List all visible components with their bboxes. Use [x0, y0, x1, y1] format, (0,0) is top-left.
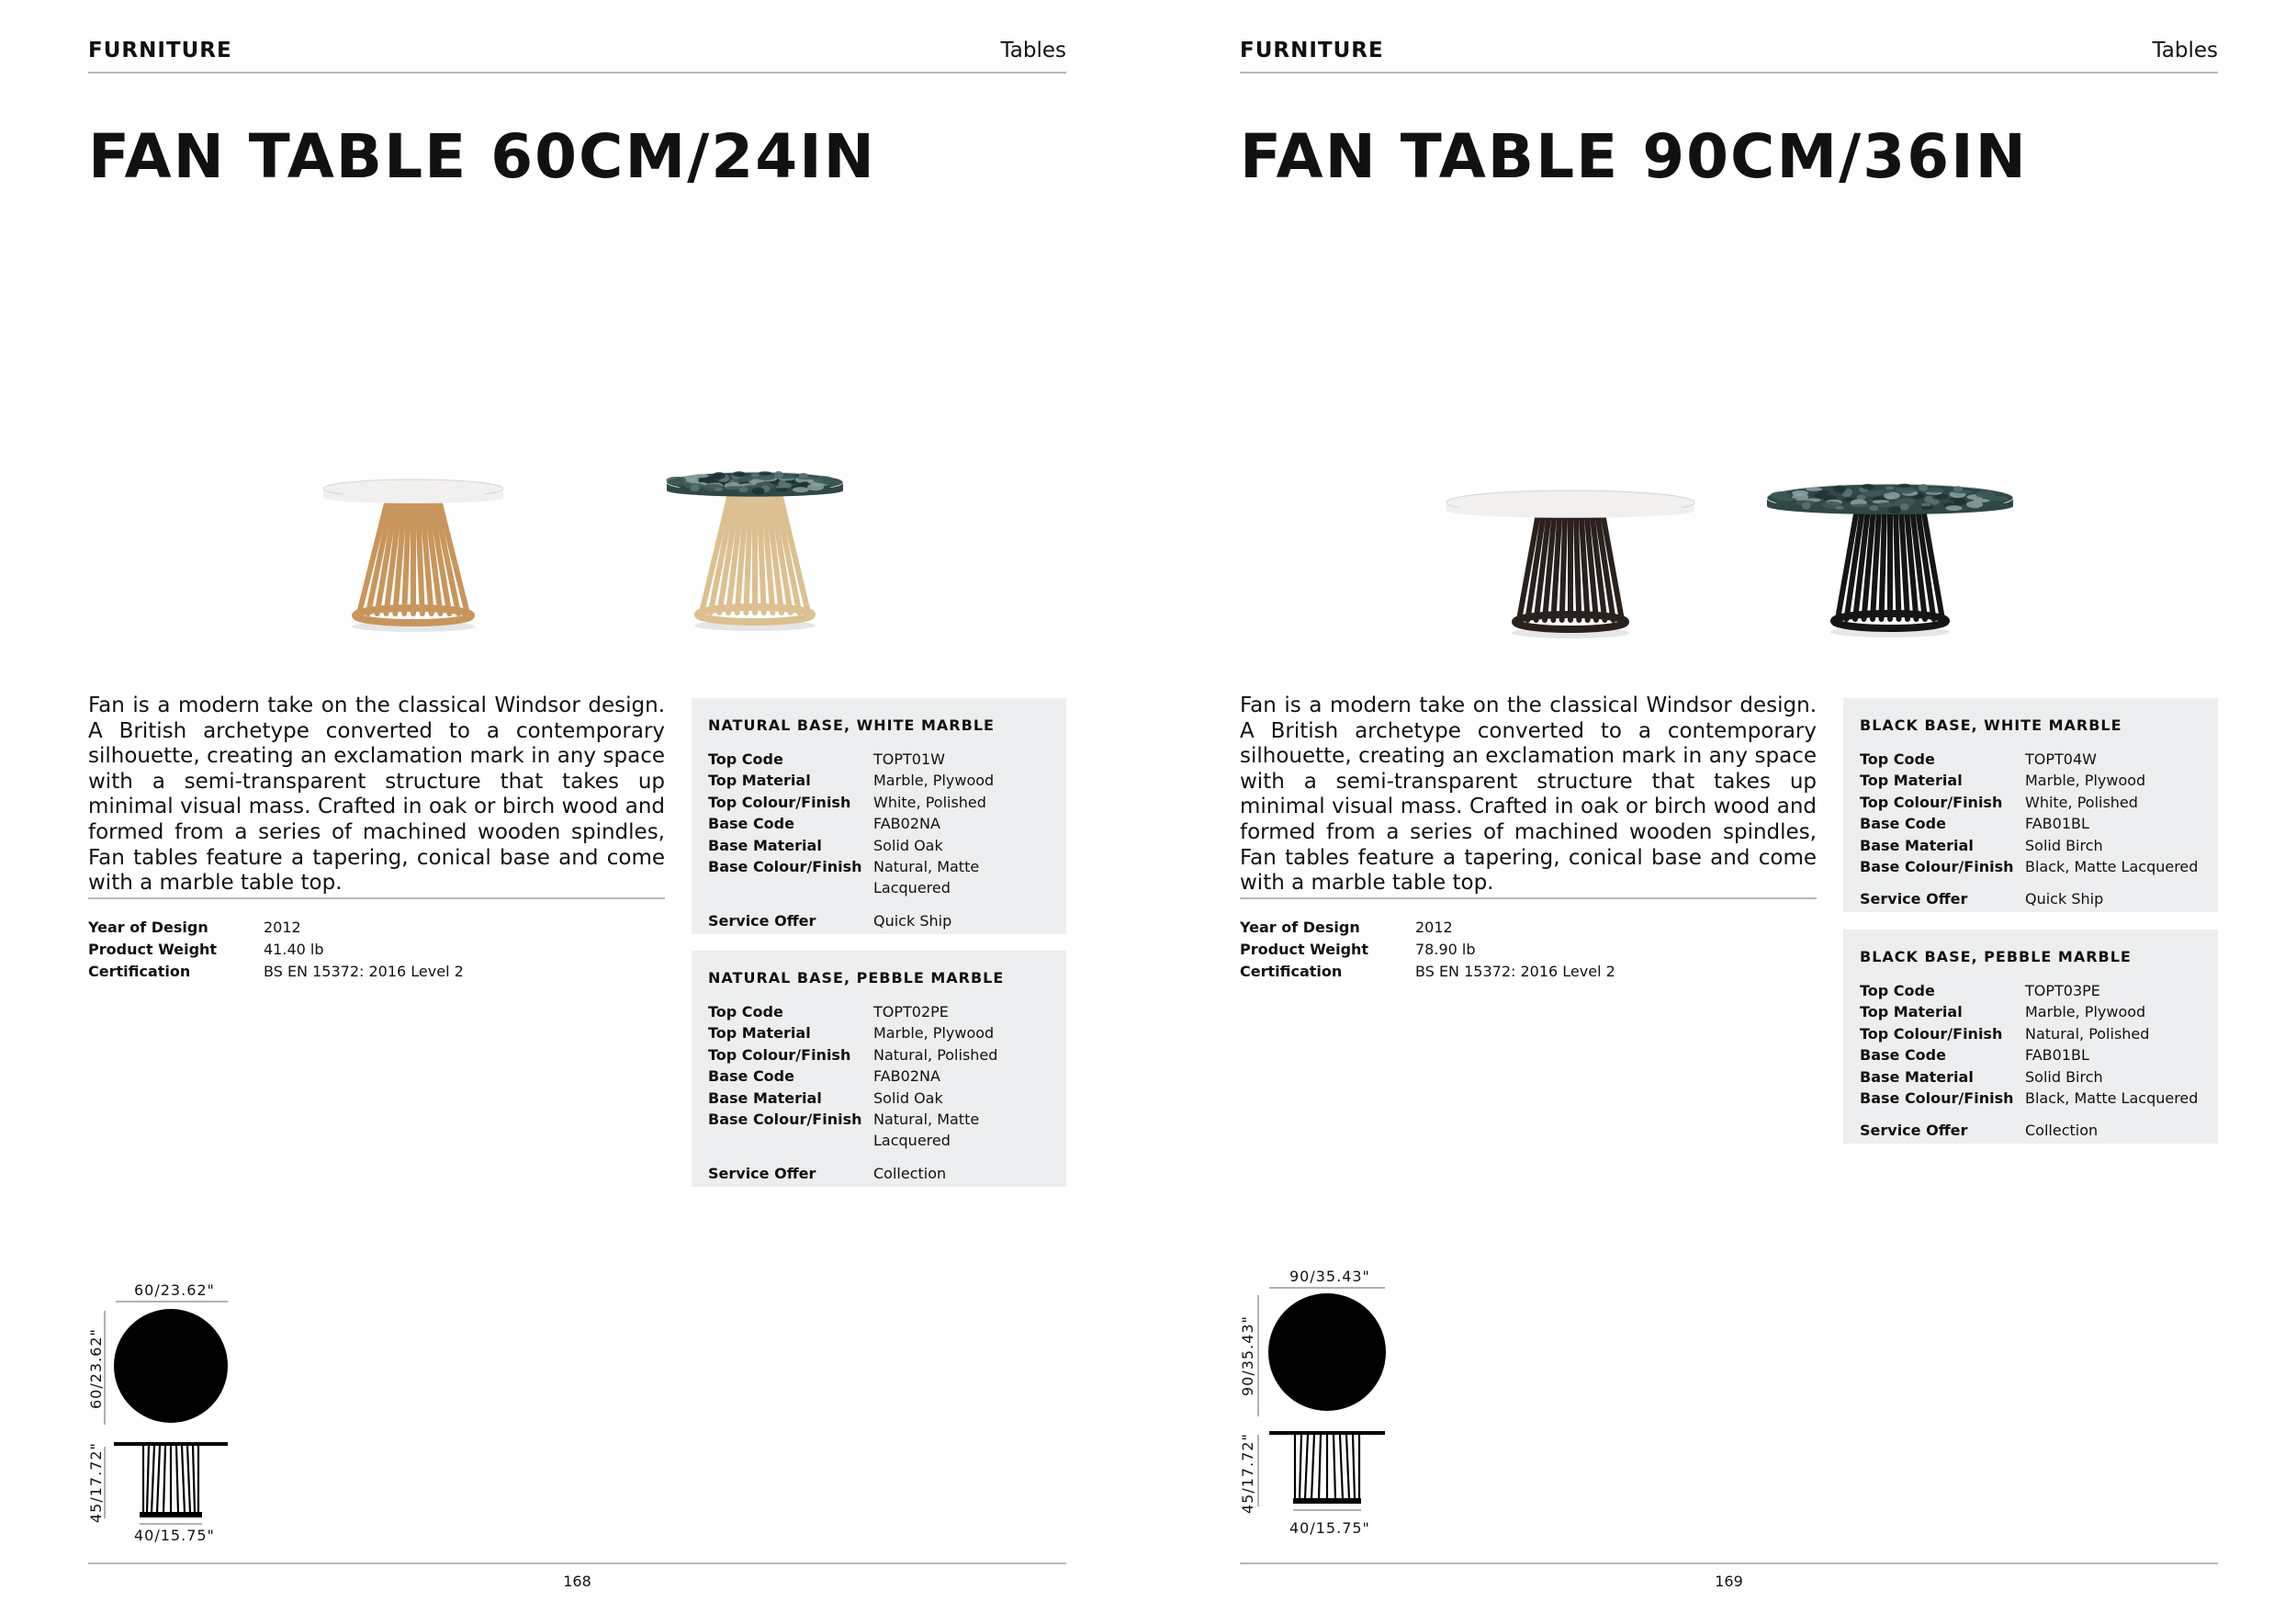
category-label: Tables — [2152, 39, 2218, 62]
variant-row — [1860, 749, 2201, 770]
variant-title: BLACK BASE, WHITE MARBLE — [1860, 716, 2122, 734]
variant-row — [708, 770, 1050, 791]
variant-label: Base Material — [1860, 1067, 1974, 1086]
dimension-base-width: 40/15.75" — [1289, 1519, 1370, 1537]
variant-row — [708, 835, 1050, 856]
variant-row — [708, 1001, 1050, 1022]
variant-value: FAB02NA — [873, 1067, 940, 1086]
variant-label: Base Code — [708, 815, 794, 833]
variant-label: Base Code — [708, 1067, 794, 1086]
divider — [88, 897, 665, 899]
spec-value: 41.40 lb — [264, 940, 324, 958]
variant-label: Top Colour/Finish — [1860, 793, 2003, 811]
dimension-top-depth: 60/23.62" — [87, 1328, 105, 1409]
variant-row — [1860, 1088, 2201, 1109]
variant-label: Base Material — [1860, 836, 1974, 854]
variant-row — [708, 1022, 1050, 1043]
variant-value: FAB02NA — [873, 815, 940, 833]
dimension-top-depth: 90/35.43" — [1239, 1315, 1256, 1396]
variant-label: Top Colour/Finish — [1860, 1024, 2003, 1043]
spec-row — [1240, 939, 1615, 961]
variant-value: Marble, Plywood — [2025, 772, 2146, 790]
product-title: FAN TABLE 60CM/24IN — [88, 121, 876, 192]
variant-value: Solid Oak — [873, 836, 943, 854]
dimension-drawing-60 — [88, 1300, 244, 1529]
variant-label: Top Code — [708, 750, 783, 768]
dimension-top-width: 60/23.62" — [134, 1281, 215, 1299]
spec-value: 2012 — [264, 919, 301, 936]
spec-row — [88, 917, 464, 939]
spec-label: Product Weight — [88, 940, 218, 958]
page-number: 169 — [1715, 1573, 1743, 1590]
variant-value: Solid Oak — [873, 1088, 943, 1107]
dimension-height: 45/17.72" — [87, 1442, 105, 1523]
variant-label: Top Code — [1860, 982, 1935, 999]
variant-row — [708, 749, 1050, 770]
section-label: FURNITURE — [88, 39, 232, 62]
variant-label: Base Colour/Finish — [1860, 1089, 2014, 1108]
variant-row — [1860, 1023, 2201, 1044]
page-header — [88, 39, 1066, 73]
variant-value: Collection — [2025, 1122, 2099, 1140]
variant-value: Collection — [873, 1164, 947, 1182]
variant-label: Base Colour/Finish — [1860, 858, 2014, 876]
variant-value: TOPT01W — [873, 750, 945, 768]
variant-label: Top Material — [708, 1024, 811, 1043]
variant-value: Quick Ship — [2025, 890, 2104, 908]
product-title: FAN TABLE 90CM/36IN — [1240, 121, 2028, 192]
variant-label: Base Material — [708, 836, 822, 854]
variant-row — [708, 792, 1050, 813]
variant-row — [1860, 835, 2201, 856]
variant-value: White, Polished — [2025, 793, 2138, 811]
spec-value: 78.90 lb — [1415, 940, 1476, 958]
variant-title: NATURAL BASE, WHITE MARBLE — [708, 716, 995, 734]
variant-row — [708, 1066, 1050, 1087]
product-image-black-white — [1442, 482, 1699, 638]
dimension-base-width: 40/15.75" — [134, 1527, 215, 1544]
variant-value: Natural, Matte Lacquered — [873, 858, 980, 897]
variant-title: NATURAL BASE, PEBBLE MARBLE — [708, 969, 1005, 987]
variant-row — [708, 1163, 1050, 1184]
variant-label: Base Material — [708, 1088, 822, 1107]
variant-value: TOPT02PE — [873, 1003, 949, 1021]
dimension-top-width: 90/35.43" — [1289, 1268, 1370, 1285]
variant-label: Top Material — [708, 772, 811, 790]
variant-value: Solid Birch — [2025, 1067, 2103, 1086]
variant-title: BLACK BASE, PEBBLE MARBLE — [1860, 948, 2132, 965]
spec-row — [88, 961, 464, 983]
variant-value: Marble, Plywood — [873, 1024, 995, 1043]
variant-card — [1843, 930, 2218, 1144]
variant-label: Top Colour/Finish — [708, 793, 851, 811]
variant-row — [708, 910, 1050, 931]
product-description: Fan is a modern take on the classical Windsor design. A British archetype converted to a contemporary silhouette, creating an exclamation mark in any space with a semi-transparent structure that takes up minimal visual mass. Crafted in oak or birch wood and formed from a series of machined wooden spindles, Fan tables feature a tapering, conical base and come with a marble table top. — [1240, 694, 1817, 896]
variant-row — [1860, 813, 2201, 834]
variant-row — [708, 1044, 1050, 1066]
spec-row — [88, 939, 464, 961]
variant-row — [1860, 1066, 2201, 1088]
variant-row — [1860, 1120, 2201, 1141]
variant-value: FAB01BL — [2025, 815, 2089, 833]
variant-label: Service Offer — [708, 1164, 816, 1182]
variant-label: Base Code — [1860, 1046, 1946, 1065]
spec-label: Certification — [88, 962, 191, 980]
variant-label: Top Code — [1860, 750, 1935, 768]
variant-label: Base Colour/Finish — [708, 858, 862, 876]
spec-row — [1240, 961, 1615, 983]
variant-value: Marble, Plywood — [2025, 1003, 2146, 1021]
spec-value: 2012 — [1415, 919, 1453, 936]
footer-divider — [88, 1562, 1066, 1564]
variant-label: Base Code — [1860, 815, 1946, 833]
spec-value: BS EN 15372: 2016 Level 2 — [1415, 962, 1615, 980]
variant-value: Natural, Polished — [873, 1045, 998, 1064]
product-specs — [1240, 917, 1615, 982]
variant-value: Marble, Plywood — [873, 772, 995, 790]
variant-card — [692, 698, 1066, 934]
variant-row — [1860, 770, 2201, 791]
variant-row — [708, 1109, 1050, 1152]
spec-label: Year of Design — [88, 919, 208, 936]
catalog-page-right — [1148, 0, 2296, 1624]
variant-row — [1860, 792, 2201, 813]
variant-row — [1860, 888, 2201, 909]
page-header — [1240, 39, 2218, 73]
product-image-black-pebble — [1761, 476, 2019, 638]
product-image-natural-white — [312, 468, 514, 634]
section-label: FURNITURE — [1240, 39, 1384, 62]
variant-value: TOPT04W — [2025, 750, 2097, 768]
variant-value: Natural, Matte Lacquered — [873, 1111, 980, 1150]
variant-value: FAB01BL — [2025, 1046, 2089, 1065]
spec-label: Product Weight — [1240, 940, 1369, 958]
variant-label: Top Code — [708, 1003, 783, 1021]
variant-row — [1860, 980, 2201, 1001]
product-image-natural-pebble — [654, 464, 856, 634]
variant-label: Service Offer — [1860, 1122, 1968, 1140]
variant-row — [1860, 856, 2201, 877]
variant-label: Top Material — [1860, 772, 1963, 790]
variant-value: White, Polished — [873, 793, 986, 811]
variant-value: Black, Matte Lacquered — [2025, 858, 2199, 876]
divider — [1240, 897, 1817, 899]
variant-row — [708, 856, 1050, 899]
category-label: Tables — [1000, 39, 1066, 62]
spec-label: Certification — [1240, 962, 1343, 980]
spec-value: BS EN 15372: 2016 Level 2 — [264, 962, 464, 980]
product-description: Fan is a modern take on the classical Windsor design. A British archetype converted to a contemporary silhouette, creating an exclamation mark in any space with a semi-transparent structure that takes up minimal visual mass. Crafted in oak or birch wood and formed from a series of machined wooden spindles, Fan tables feature a tapering, conical base and come with a marble table top. — [88, 694, 665, 896]
variant-label: Top Material — [1860, 1003, 1963, 1021]
variant-card — [692, 951, 1066, 1187]
dimension-drawing-90 — [1240, 1286, 1396, 1516]
dimension-height: 45/17.72" — [1239, 1433, 1256, 1514]
spec-label: Year of Design — [1240, 919, 1360, 936]
variant-value: Natural, Polished — [2025, 1024, 2150, 1043]
variant-label: Service Offer — [1860, 890, 1968, 908]
variant-label: Top Colour/Finish — [708, 1045, 851, 1064]
page-number: 168 — [563, 1573, 591, 1590]
variant-value: Black, Matte Lacquered — [2025, 1089, 2199, 1108]
variant-row — [708, 813, 1050, 834]
variant-value: Solid Birch — [2025, 836, 2103, 854]
footer-divider — [1240, 1562, 2218, 1564]
product-specs — [88, 917, 464, 982]
variant-value: TOPT03PE — [2025, 982, 2100, 999]
variant-label: Service Offer — [708, 911, 816, 930]
spec-row — [1240, 917, 1615, 939]
variant-row — [1860, 1001, 2201, 1022]
variant-row — [708, 1088, 1050, 1109]
variant-card — [1843, 698, 2218, 912]
variant-row — [1860, 1044, 2201, 1066]
variant-value: Quick Ship — [873, 911, 952, 930]
variant-label: Base Colour/Finish — [708, 1111, 862, 1129]
